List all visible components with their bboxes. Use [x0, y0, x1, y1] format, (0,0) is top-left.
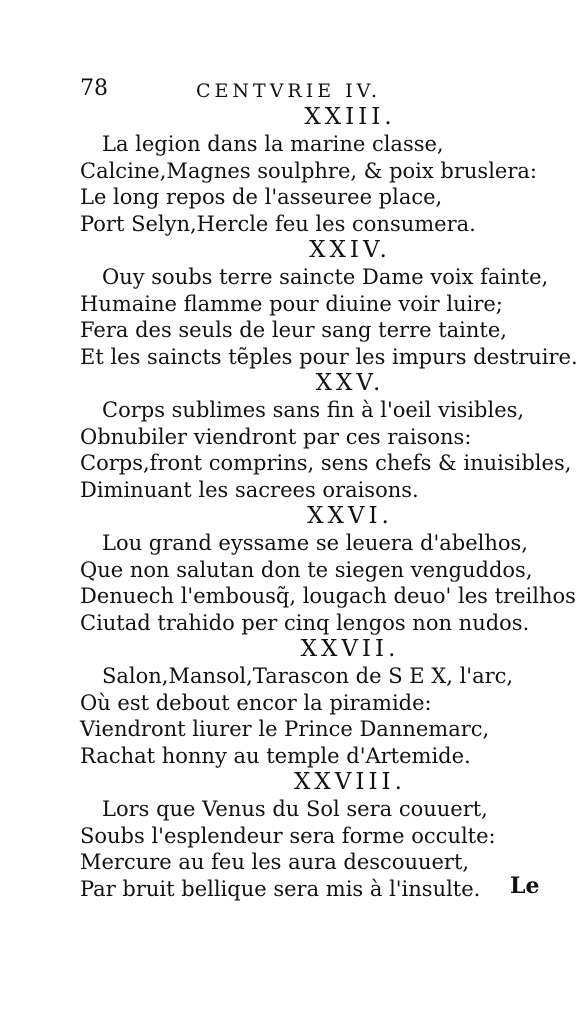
page-number: 78 — [80, 76, 108, 101]
quatrain-numeral: XXVII. — [300, 636, 400, 662]
verse-line: Soubs l'esplendeur sera forme occulte: — [80, 823, 496, 848]
verse-line: Par bruit bellique sera mis à l'insulte. — [80, 876, 481, 901]
verse-line: Lou grand eyssame se leuera d'abelhos, — [102, 531, 528, 555]
quatrain-numeral: XXVIII. — [294, 769, 406, 795]
verse-line: Calcine,Magnes soulphre, & poix bruslera: — [80, 158, 537, 183]
catchword: Le — [510, 873, 540, 899]
verse-line: Denuech l'embousq̃, lougach deuo' les treilhos — [80, 584, 576, 608]
verse-line: Le long repos de l'asseuree place, — [80, 185, 443, 209]
verse-line: La legion dans la marine classe, — [102, 132, 444, 156]
verse-line: Mercure au feu les aura descouuert, — [80, 850, 470, 874]
verse-line: Corps sublimes sans fin à l'oeil visibles, — [102, 398, 525, 422]
quatrain-numeral: XXVI. — [307, 503, 393, 529]
verse-line: Ouy soubs terre saincte Dame voix fainte, — [102, 265, 549, 289]
verse-line: Et les saincts tẽples pour les impurs destruire. — [80, 344, 578, 369]
verse-line: Obnubiler viendront par ces raisons: — [80, 424, 472, 449]
verse-line: Ciutad trahido per cinq lengos non nudos. — [80, 610, 530, 635]
quatrain-25 — [80, 370, 572, 503]
verse-line: Fera des seuls de leur sang terre tainte, — [80, 318, 507, 342]
verse-line: Viendront liurer le Prince Dannemarc, — [80, 717, 490, 741]
running-head: CENTVRIE IV. — [196, 80, 382, 102]
verse-line: Salon,Mansol,Tarascon de S E X, l'arc, — [102, 664, 514, 688]
verse-line: Diminuant les sacrees oraisons. — [80, 477, 419, 502]
page-body — [80, 104, 578, 902]
quatrain-28 — [80, 769, 550, 902]
verse-line: Humaine flamme pour diuine voir luire; — [80, 291, 503, 316]
verse-line: Corps,front comprins, sens chefs & inuisibles, — [80, 451, 572, 475]
verse-line: Que non salutan don te siegen venguddos, — [80, 557, 533, 582]
quatrain-23 — [80, 104, 550, 237]
quatrain-numeral: XXIV. — [309, 237, 391, 263]
quatrain-numeral: XXIII. — [304, 104, 396, 130]
quatrain-27 — [80, 636, 550, 769]
verse-line: Lors que Venus du Sol sera couuert, — [102, 797, 488, 821]
quatrain-numeral: XXV. — [315, 370, 385, 396]
quatrain-26 — [80, 503, 576, 636]
verse-line: Où est debout encor la piramide: — [80, 690, 432, 715]
quatrain-24 — [80, 237, 578, 370]
verse-line: Rachat honny au temple d'Artemide. — [80, 743, 471, 768]
verse-line: Port Selyn,Hercle feu les consumera. — [80, 211, 476, 236]
